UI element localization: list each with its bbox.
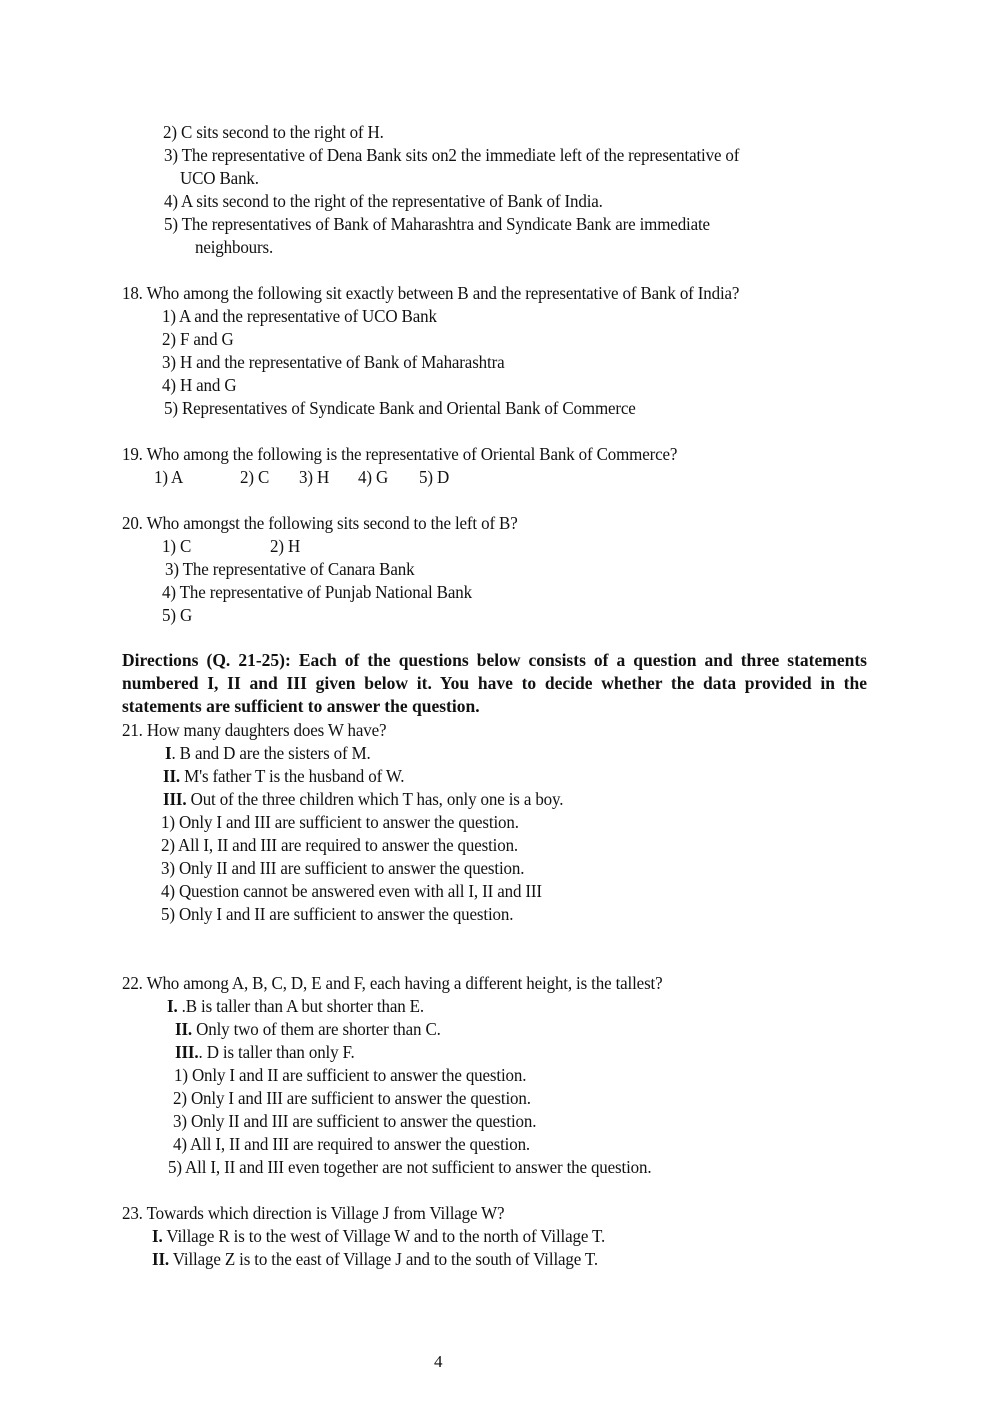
q18-option-4: 4) H and G bbox=[162, 375, 237, 395]
q21-option-3: 3) Only II and III are sufficient to answer the question. bbox=[161, 858, 525, 878]
q22-question: 22. Who among A, B, C, D, E and F, each having a different height, is the tallest? bbox=[122, 973, 663, 993]
q17-option-2: 2) C sits second to the right of H. bbox=[163, 122, 384, 142]
statement-text: Out of the three children which T has, only one is a boy. bbox=[186, 789, 564, 809]
statement-text: . D is taller than only F. bbox=[198, 1042, 355, 1062]
q20-option-5: 5) G bbox=[162, 605, 193, 625]
q20-option-2: 2) H bbox=[270, 536, 301, 556]
page-number: 4 bbox=[434, 1352, 443, 1371]
statement-label: I. bbox=[152, 1226, 163, 1246]
q18-option-5: 5) Representatives of Syndicate Bank and Oriental Bank of Commerce bbox=[164, 398, 636, 418]
q23-statement-2 bbox=[152, 1248, 598, 1270]
statement-label: III. bbox=[163, 789, 187, 809]
q19-option-4: 4) G bbox=[358, 467, 389, 487]
q19-option-5: 5) D bbox=[419, 467, 450, 487]
q21-option-2: 2) All I, II and III are required to answer the question. bbox=[161, 835, 519, 855]
statement-label: I bbox=[165, 743, 172, 763]
q19-question: 19. Who among the following is the representative of Oriental Bank of Commerce? bbox=[122, 444, 678, 464]
q22-statement-2 bbox=[175, 1018, 441, 1040]
q19-option-2: 2) C bbox=[240, 467, 270, 487]
q22-option-4: 4) All I, II and III are required to answer the question. bbox=[173, 1134, 531, 1154]
q18-option-1: 1) A and the representative of UCO Bank bbox=[162, 306, 437, 326]
q22-statement-3 bbox=[175, 1041, 355, 1063]
q19-option-1: 1) A bbox=[154, 467, 184, 487]
statement-label: I. bbox=[167, 996, 178, 1016]
statement-text: .B is taller than A but shorter than E. bbox=[177, 996, 424, 1016]
q23-question: 23. Towards which direction is Village J from Village W? bbox=[122, 1203, 505, 1223]
q22-option-5: 5) All I, II and III even together are not sufficient to answer the question. bbox=[168, 1157, 652, 1177]
q22-option-1: 1) Only I and II are sufficient to answer the question. bbox=[174, 1065, 527, 1085]
q22-option-2: 2) Only I and III are sufficient to answer the question. bbox=[173, 1088, 531, 1108]
statement-text: . B and D are the sisters of M. bbox=[171, 743, 371, 763]
q17-option-4: 4) A sits second to the right of the representative of Bank of India. bbox=[164, 191, 603, 211]
q17-option-5: 5) The representatives of Bank of Maharashtra and Syndicate Bank are immediate bbox=[164, 214, 710, 234]
q19-option-3: 3) H bbox=[299, 467, 330, 487]
statement-text: Only two of them are shorter than C. bbox=[192, 1019, 441, 1039]
q21-statement-2 bbox=[163, 765, 404, 787]
q17-option-3-cont: UCO Bank. bbox=[180, 168, 259, 188]
q20-option-1: 1) C bbox=[162, 536, 192, 556]
q17-option-5-cont: neighbours. bbox=[195, 237, 274, 257]
q17-option-3: 3) The representative of Dena Bank sits on2 the immediate left of the representative of bbox=[164, 145, 740, 165]
q21-option-5: 5) Only I and II are sufficient to answer the question. bbox=[161, 904, 514, 924]
q21-option-4: 4) Question cannot be answered even with all I, II and III bbox=[161, 881, 542, 901]
statement-text: Village Z is to the east of Village J and to the south of Village T. bbox=[169, 1249, 598, 1269]
directions-paragraph: Directions (Q. 21-25): Each of the questions below consists of a question and three statements numbered I, II and III given below it. You have to decide whether the data provided in the statements are sufficient to answer the question. bbox=[122, 650, 867, 716]
q21-statement-1 bbox=[165, 742, 371, 764]
q20-option-4: 4) The representative of Punjab National Bank bbox=[162, 582, 472, 602]
statement-text: Village R is to the west of Village W and to the north of Village T. bbox=[162, 1226, 606, 1246]
q18-question: 18. Who among the following sit exactly between B and the representative of Bank of India? bbox=[122, 283, 740, 303]
q21-option-1: 1) Only I and III are sufficient to answer the question. bbox=[161, 812, 519, 832]
statement-label: III. bbox=[175, 1042, 199, 1062]
q21-question: 21. How many daughters does W have? bbox=[122, 720, 387, 740]
q22-statement-1 bbox=[167, 995, 424, 1017]
statement-label: II. bbox=[152, 1249, 170, 1269]
q23-statement-1 bbox=[152, 1225, 605, 1247]
q21-statement-3 bbox=[163, 788, 563, 810]
q18-option-3: 3) H and the representative of Bank of Maharashtra bbox=[162, 352, 505, 372]
statement-text: M's father T is the husband of W. bbox=[180, 766, 405, 786]
q22-option-3: 3) Only II and III are sufficient to answer the question. bbox=[173, 1111, 537, 1131]
statement-label: II. bbox=[175, 1019, 193, 1039]
q20-option-3: 3) The representative of Canara Bank bbox=[165, 559, 415, 579]
statement-label: II. bbox=[163, 766, 181, 786]
q20-question: 20. Who amongst the following sits second to the left of B? bbox=[122, 513, 518, 533]
q18-option-2: 2) F and G bbox=[162, 329, 234, 349]
